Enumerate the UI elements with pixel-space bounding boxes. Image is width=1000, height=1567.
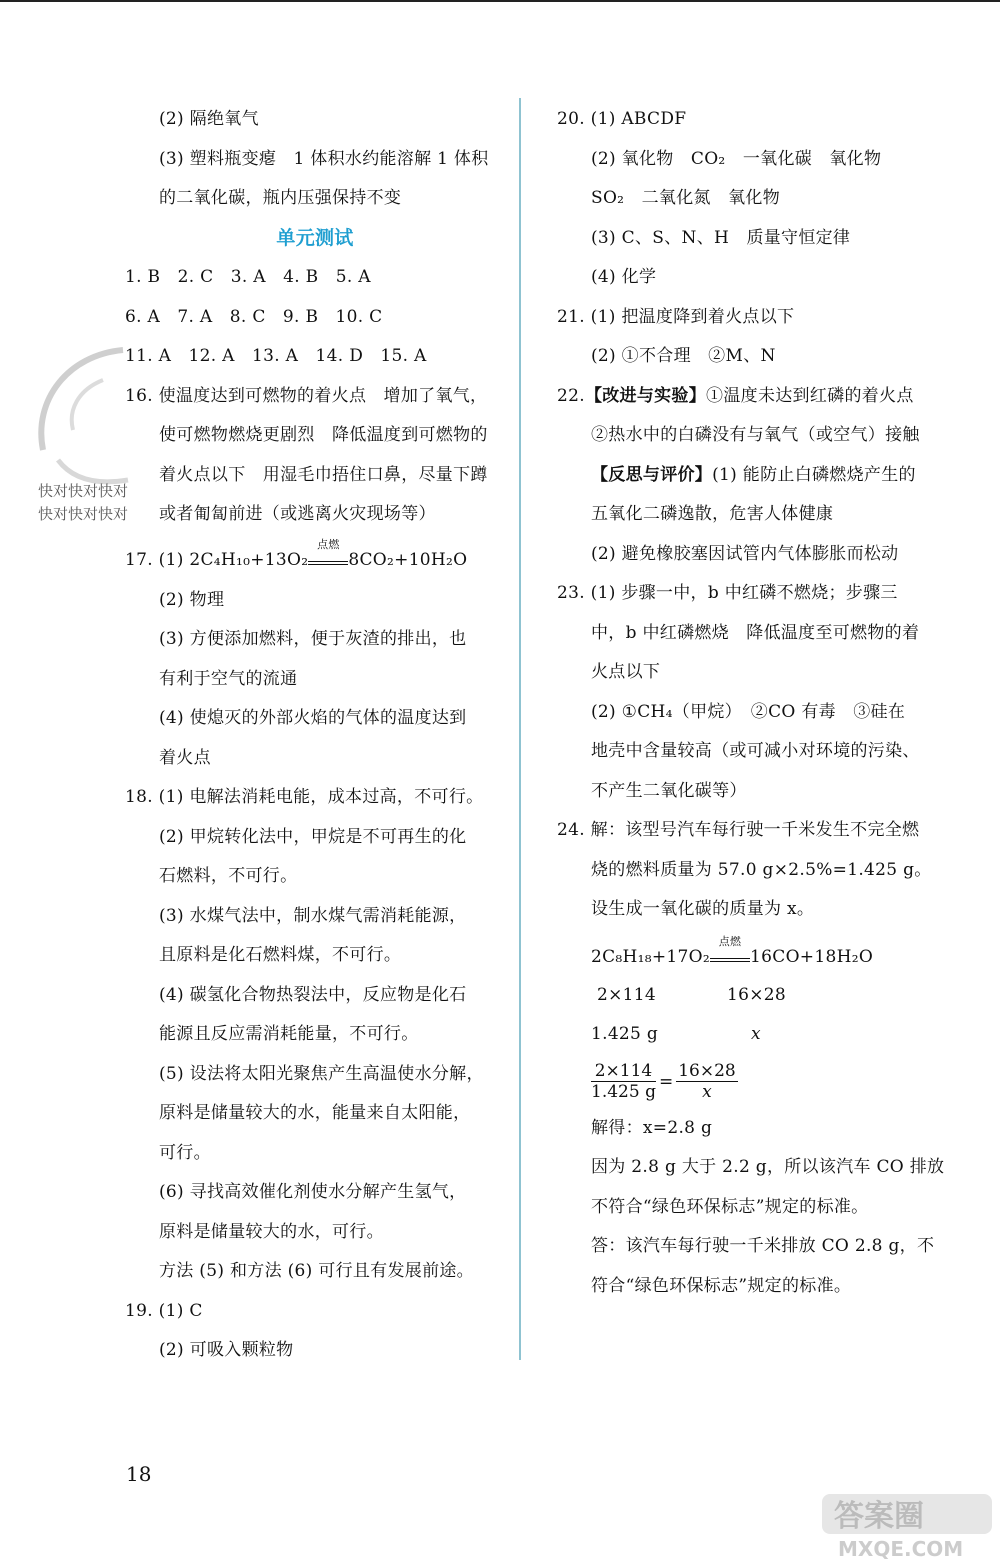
mass-row [557, 976, 932, 1016]
answer-line: 或者匍匐前进（或逃离火灾现场等） [159, 504, 436, 524]
mass-left: 2×114 [597, 984, 657, 1005]
answer-line: (3) 方便添加燃料，便于灰渣的排出，也 [159, 629, 467, 649]
left-column [125, 100, 505, 1371]
answer-line: 19. (1) C [125, 1300, 203, 1321]
answer-line: 火点以下 [591, 662, 661, 682]
answer-text: ①温度未达到红磷的着火点 [706, 385, 914, 406]
answer-line: 不符合“绿色环保标志”规定的标准。 [591, 1196, 869, 1217]
mc-answers: 11. A 12. A 13. A 14. D 15. A [125, 346, 427, 366]
answer-line: (2) 隔绝氧气 [159, 109, 259, 129]
answer-line: (2) 物理 [159, 589, 225, 610]
fraction-numerator: 2×114 [591, 1061, 656, 1082]
answer-line: 着火点 [159, 747, 211, 768]
equals-sign: = [658, 1071, 674, 1092]
reaction-arrow [710, 934, 750, 962]
answer-line: 五氧化二磷逸散，危害人体健康 [591, 504, 834, 524]
answer-line: 因为 2.8 g 大于 2.2 g，所以该汽车 CO 排放 [591, 1157, 945, 1177]
svg-text:答案圈: 答案圈 [834, 1499, 924, 1534]
answer-line: 16. 使温度达到可燃物的着火点 增加了氧气， [125, 385, 488, 406]
equation-reactants: 2C₄H₁₀+13O₂ [189, 549, 309, 570]
answer-line: 21. (1) 把温度降到着火点以下 [557, 306, 795, 327]
answer-line: 且原料是化石燃料煤，不可行。 [159, 945, 402, 965]
answer-line: 着火点以下 用湿毛巾捂住口鼻，尽量下蹲 [159, 464, 488, 485]
tag-label: 【改进与实验】 [584, 385, 707, 406]
answer-line: (3) C、S、N、H 质量守恒定律 [591, 227, 851, 248]
answer-line: (2) 氧化物 CO₂ 一氧化碳 氧化物 [591, 148, 882, 169]
answer-line: 可行。 [159, 1142, 211, 1163]
answer-text: (1) 能防止白磷燃烧产生的 [712, 464, 916, 485]
answer-line: 能源且反应需消耗能量，不可行。 [159, 1024, 419, 1044]
equation-reactants: 2C₈H₁₈+17O₂ [591, 946, 711, 967]
chemical-equation [125, 535, 505, 581]
right-column [557, 100, 945, 1306]
answer-line: 20. (1) ABCDF [557, 109, 687, 129]
answer-line: (2) 避免橡胶塞因试管内气体膨胀而松动 [591, 543, 899, 564]
answer-line: 答：该汽车每行驶一千米排放 CO 2.8 g，不 [591, 1236, 935, 1256]
section-title: 单元测试 [276, 226, 354, 249]
answer-line: 23. (1) 步骤一中，b 中红磷不燃烧；步骤三 [557, 583, 898, 603]
mass-right: 16×28 [727, 984, 787, 1005]
answer-line: (4) 化学 [591, 267, 657, 287]
answer-line: 不产生二氧化碳等） [591, 780, 747, 801]
answer-line [557, 456, 932, 496]
chemical-equation [557, 930, 932, 976]
answer-line: 有利于空气的流通 [159, 668, 298, 689]
mc-answers: 6. A 7. A 8. C 9. B 10. C [125, 306, 383, 327]
watermark-text: 快对快对快对 [38, 505, 129, 523]
value-row [557, 1015, 932, 1055]
answer-line: (4) 使熄灭的外部火焰的气体的温度达到 [159, 708, 467, 728]
question-label: 17. (1) [125, 549, 184, 570]
answer-line: 的二氧化碳，瓶内压强保持不变 [159, 188, 402, 208]
reaction-condition: 点燃 [718, 934, 742, 948]
value-right: x [751, 1024, 761, 1044]
value-left: 1.425 g [591, 1024, 659, 1044]
answer-line: 使可燃物燃烧更剧烈 降低温度到可燃物的 [159, 425, 488, 445]
answer-line: SO₂ 二氧化氮 氧化物 [591, 188, 780, 208]
answer-line: 解得：x=2.8 g [591, 1117, 713, 1138]
answer-line: 原料是储量较大的水，可行。 [159, 1221, 384, 1242]
watermark [28, 340, 163, 530]
answer-line: ②热水中的白磷没有与氧气（或空气）接触 [591, 425, 920, 445]
reaction-condition: 点燃 [317, 537, 340, 551]
answer-line: (2) 可吸入颗粒物 [159, 1340, 294, 1360]
answer-line [557, 377, 932, 417]
answer-line: 地壳中含量较高（或可减小对环境的污染、 [591, 741, 920, 761]
answer-line: 石燃料，不可行。 [159, 866, 298, 886]
fraction-denominator: 1.425 g [591, 1082, 656, 1102]
svg-text:MXQE.COM: MXQE.COM [838, 1537, 964, 1561]
watermark-text: 快对快对快对 [38, 482, 129, 500]
answer-line: 18. (1) 电解法消耗电能，成本过高，不可行。 [125, 787, 484, 807]
top-rule [0, 0, 1000, 2]
answer-line: (6) 寻找高效催化剂使水分解产生氢气， [159, 1182, 467, 1202]
mc-answers: 1. B 2. C 3. A 4. B 5. A [125, 267, 371, 287]
column-divider [519, 98, 521, 1360]
logo-icon [820, 1490, 995, 1562]
equation-products: 8CO₂+10H₂O [348, 549, 468, 570]
question-label: 22. [557, 385, 585, 406]
reaction-arrow [308, 537, 348, 565]
answer-line: 符合“绿色环保标志”规定的标准。 [591, 1275, 852, 1296]
answer-line: 原料是储量较大的水，能量来自太阳能， [159, 1103, 471, 1123]
site-logo [820, 1490, 995, 1562]
answer-line: (5) 设法将太阳光聚焦产生高温使水分解， [159, 1063, 484, 1084]
fraction-denominator: x [702, 1082, 712, 1102]
fraction-right [676, 1061, 738, 1102]
fraction-left [591, 1061, 656, 1102]
page-number: 18 [126, 1462, 152, 1486]
watermark-swirl-icon [28, 340, 163, 530]
equation-products: 16CO+18H₂O [750, 946, 874, 967]
fraction-numerator: 16×28 [678, 1061, 736, 1081]
answer-line: (4) 碳氢化合物热裂法中，反应物是化石 [159, 984, 467, 1005]
answer-line: 中，b 中红磷燃烧 降低温度至可燃物的着 [591, 622, 920, 643]
answer-line: 设生成一氧化碳的质量为 x。 [591, 899, 815, 919]
answer-line: (3) 水煤气法中，制水煤气需消耗能源， [159, 905, 467, 926]
tag-label: 【反思与评价】 [591, 464, 713, 485]
answer-line: (3) 塑料瓶变瘪 1 体积水约能溶解 1 体积 [159, 148, 489, 169]
answer-line: 24. 解：该型号汽车每行驶一千米发生不完全燃 [557, 820, 920, 840]
answer-line: (2) 甲烷转化法中，甲烷是不可再生的化 [159, 826, 467, 847]
proportion [557, 1055, 932, 1109]
answer-line: 方法 (5) 和方法 (6) 可行且有发展前途。 [159, 1261, 474, 1281]
answer-line: 烧的燃料质量为 57.0 g×2.5%=1.425 g。 [591, 859, 932, 880]
answer-line: (2) ①CH₄（甲烷） ②CO 有毒 ③硅在 [591, 701, 906, 722]
answer-line: (2) ①不合理 ②M、N [591, 346, 776, 366]
